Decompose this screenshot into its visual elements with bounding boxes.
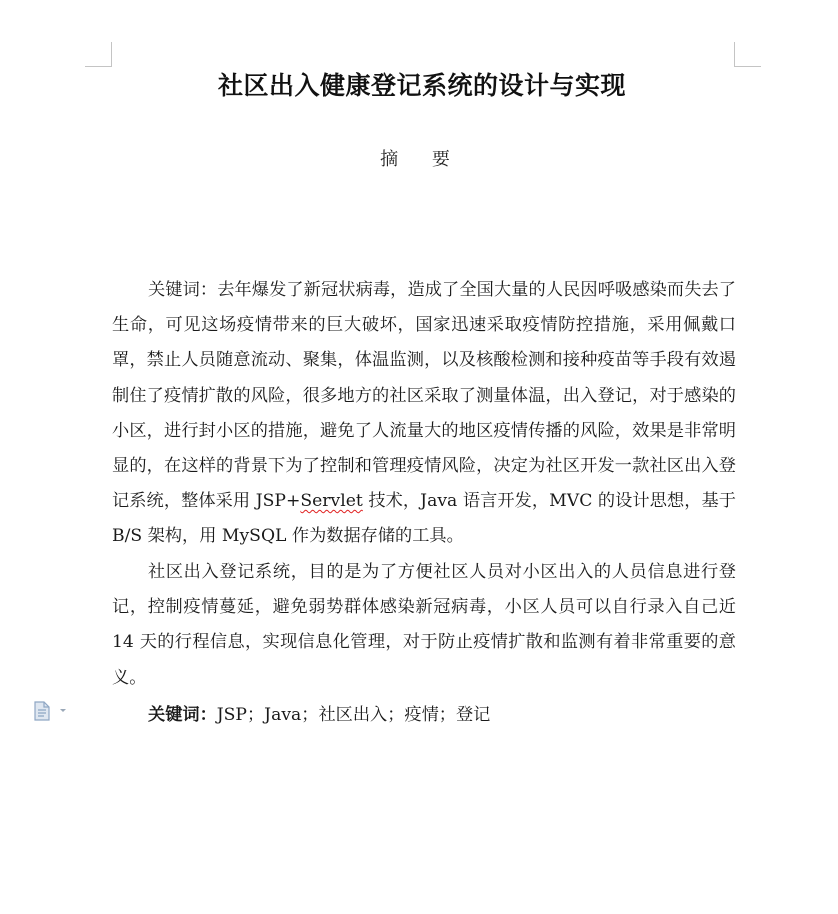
keywords-line[interactable]: [148, 698, 490, 733]
abstract-heading[interactable]: 摘 要: [380, 149, 464, 170]
paragraph-2-text: 社区出入登记系统，目的是为了方便社区人员对小区出入的人员信息进行登记，控制疫情蔓延，避免弱势群体感染新冠病毒，小区人员可以自行录入自己近 14 天的行程信息，实现信息化管理，对于防止疫情扩散和监测有着非常重要的意义。: [112, 562, 736, 688]
abstract-paragraph-1[interactable]: [112, 273, 736, 555]
document-title[interactable]: 社区出入健康登记系统的设计与实现: [217, 71, 626, 100]
keywords-value: JSP；Java；社区出入；疫情；登记: [216, 705, 491, 725]
document-icon: [34, 701, 50, 721]
paragraph-options-button[interactable]: [34, 700, 72, 722]
paragraph-1-text-a: 关键词：去年爆发了新冠状病毒，造成了全国大量的人民因呼吸感染而失去了生命，可见这场疫情带来的巨大破坏，国家迅速采取疫情防控措施，采用佩戴口罩，禁止人员随意流动、聚集，体温监测，以及核酸检测和接种疫苗等手段有效遏制住了疫情扩散的风险，很多地方的社区采取了测量体温，出入登记，对于感染的小区，进行封小区的措施，避免了人流量大的地区疫情传播的风险，效果是非常明显的，在这样的背景下为了控制和管理疫情风险，决定为社区开发一款社区出入登记系统，整体采用 JSP+: [112, 280, 736, 512]
top-left-corner-mark: [85, 42, 112, 67]
spellcheck-flagged-word[interactable]: Servlet: [300, 491, 363, 512]
keywords-label: 关键词：: [148, 705, 217, 725]
top-right-corner-mark: [734, 42, 761, 67]
abstract-paragraph-2[interactable]: [112, 555, 736, 696]
paragraph-1-text-b: 技术，Java 语言开发，MVC 的设计思想，基于 B/S 架构，用 MySQL 作为数据存储的工具。: [112, 491, 736, 547]
chevron-down-icon: [58, 707, 68, 715]
